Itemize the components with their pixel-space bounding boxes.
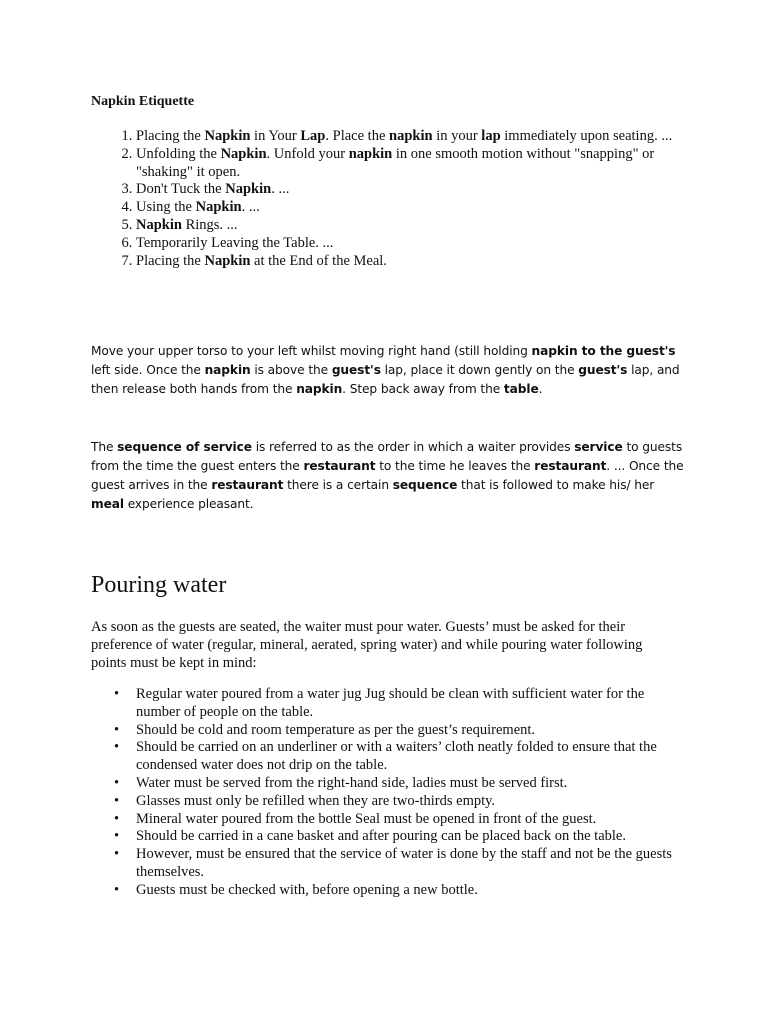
bullet-icon: • <box>114 828 120 845</box>
text-run: there is a certain <box>283 478 393 492</box>
pouring-water-list <box>91 686 686 900</box>
bold-text-run: meal <box>91 497 124 511</box>
text-run: at the End of the Meal. <box>250 252 387 269</box>
text-run: Move your upper torso to your left whilst moving right hand (still holding <box>91 344 532 358</box>
bold-text-run: napkin <box>348 145 393 162</box>
napkin-placement-paragraph <box>91 342 686 399</box>
bold-text-run: Napkin <box>136 216 182 233</box>
pouring-water-item-text: Glasses must only be refilled when they are two-thirds empty. <box>136 792 496 809</box>
bold-text-run: restaurant <box>211 478 284 492</box>
text-run: is above the <box>250 363 332 377</box>
napkin-etiquette-item <box>136 253 686 271</box>
text-run: experience pleasant. <box>123 497 254 511</box>
napkin-etiquette-item <box>136 181 686 199</box>
document-page <box>91 92 686 898</box>
pouring-water-item-text: Should be carried in a cane basket and after pouring can be placed back on the table. <box>136 828 626 845</box>
bold-text-run: Napkin <box>204 252 251 269</box>
text-run: . Place the <box>325 128 390 144</box>
bold-text-run: table <box>503 382 539 396</box>
napkin-etiquette-item <box>136 199 686 217</box>
napkin-etiquette-heading: Napkin Etiquette <box>91 94 195 109</box>
pouring-water-item-text: Should be cold and room temperature as per the guest’s requirement. <box>136 721 536 738</box>
bold-text-run: sequence of service <box>117 440 252 454</box>
pouring-water-item-text: Mineral water poured from the bottle Seal must be opened in front of the guest. <box>136 810 597 827</box>
text-run: Rings. ... <box>181 216 238 233</box>
text-run: left side. Once the <box>91 363 205 377</box>
pouring-water-item <box>114 774 686 793</box>
bold-text-run: restaurant <box>303 459 376 473</box>
pouring-water-item-text: Guests must be checked with, before opening a new bottle. <box>136 881 478 898</box>
pouring-water-item-text: Regular water poured from a water jug Jug should be clean with sufficient water for the number of people on the table. <box>136 686 645 720</box>
pouring-water-heading: Pouring water <box>91 572 227 598</box>
bold-text-run: napkin <box>296 382 343 396</box>
pouring-water-item <box>114 739 686 775</box>
pouring-water-intro: As soon as the guests are seated, the waiter must pour water. Guests’ must be asked for their preference of water (regular, mineral, aerated, spring water) and while pouring water following points must be kept in mind: <box>91 619 643 672</box>
pouring-water-item <box>114 686 686 722</box>
bullet-icon: • <box>114 774 120 791</box>
bullet-icon: • <box>114 792 120 809</box>
bold-text-run: Napkin <box>220 145 267 162</box>
pouring-water-item <box>114 792 686 811</box>
pouring-water-item <box>114 881 686 900</box>
text-run: Placing the <box>136 252 205 269</box>
text-run: lap, and then release both hands from the <box>91 363 680 396</box>
bold-text-run: Napkin <box>204 128 251 144</box>
text-run: in Your <box>250 128 301 144</box>
text-run: that is followed to make his/ her <box>457 478 655 492</box>
text-run: . <box>538 382 543 396</box>
bold-text-run: napkin <box>389 128 433 144</box>
pouring-water-item-text: Water must be served from the right-hand side, ladies must be served first. <box>136 774 568 791</box>
pouring-water-item-text: Should be carried on an underliner or with a waiters’ cloth neatly folded to ensure that the condensed water does not drip on the table. <box>136 739 657 774</box>
bold-text-run: napkin <box>204 363 251 377</box>
bold-text-run: sequence <box>392 478 458 492</box>
napkin-etiquette-item <box>136 146 686 182</box>
bold-text-run: lap <box>481 128 501 144</box>
napkin-etiquette-item <box>136 128 686 146</box>
text-run: Don't Tuck the <box>136 181 226 198</box>
bullet-icon: • <box>114 881 120 898</box>
napkin-etiquette-item <box>136 217 686 235</box>
sequence-of-service-paragraph <box>91 438 686 514</box>
pouring-water-item <box>114 846 686 882</box>
bullet-icon: • <box>114 739 120 756</box>
text-run: Placing the <box>136 128 205 144</box>
text-run: lap, place it down gently on the <box>380 363 579 377</box>
bold-text-run: restaurant <box>534 459 607 473</box>
bullet-icon: • <box>114 810 120 827</box>
napkin-etiquette-list <box>91 128 686 270</box>
bullet-icon: • <box>114 686 120 702</box>
bold-text-run: service <box>574 440 623 454</box>
text-run: . Step back away from the <box>342 382 504 396</box>
text-run: immediately upon seating. ... <box>500 128 673 144</box>
text-run: Unfolding the <box>136 145 221 162</box>
bold-text-run: napkin to the guest's <box>531 344 676 358</box>
bullet-icon: • <box>114 721 120 738</box>
text-run: Using the <box>136 199 196 216</box>
text-run: to guests from the time the guest enters the <box>91 440 683 473</box>
text-run: . ... Once the guest arrives in the <box>91 459 684 492</box>
pouring-water-item <box>114 721 686 740</box>
text-run: . Unfold your <box>266 145 349 162</box>
bullet-icon: • <box>114 846 120 863</box>
text-run: in one smooth motion without "snapping" or "shaking" it open. <box>136 145 655 180</box>
text-run: . ... <box>241 199 260 216</box>
pouring-water-item <box>114 828 686 846</box>
text-run: in your <box>432 128 482 144</box>
pouring-water-item-text: However, must be ensured that the service of water is done by the staff and not be the guests themselves. <box>136 846 672 880</box>
text-run: to the time he leaves the <box>375 459 535 473</box>
bold-text-run: Lap <box>300 128 326 144</box>
bold-text-run: guest's <box>331 363 381 377</box>
text-run: Temporarily Leaving the Table. ... <box>136 234 334 251</box>
napkin-etiquette-item <box>136 235 686 253</box>
bold-text-run: guest's <box>578 363 628 377</box>
text-run: is referred to as the order in which a waiter provides <box>251 440 575 454</box>
text-run: . ... <box>271 181 290 198</box>
pouring-water-item <box>114 810 686 829</box>
bold-text-run: Napkin <box>195 199 242 216</box>
text-run: The <box>91 440 118 454</box>
bold-text-run: Napkin <box>225 181 272 198</box>
